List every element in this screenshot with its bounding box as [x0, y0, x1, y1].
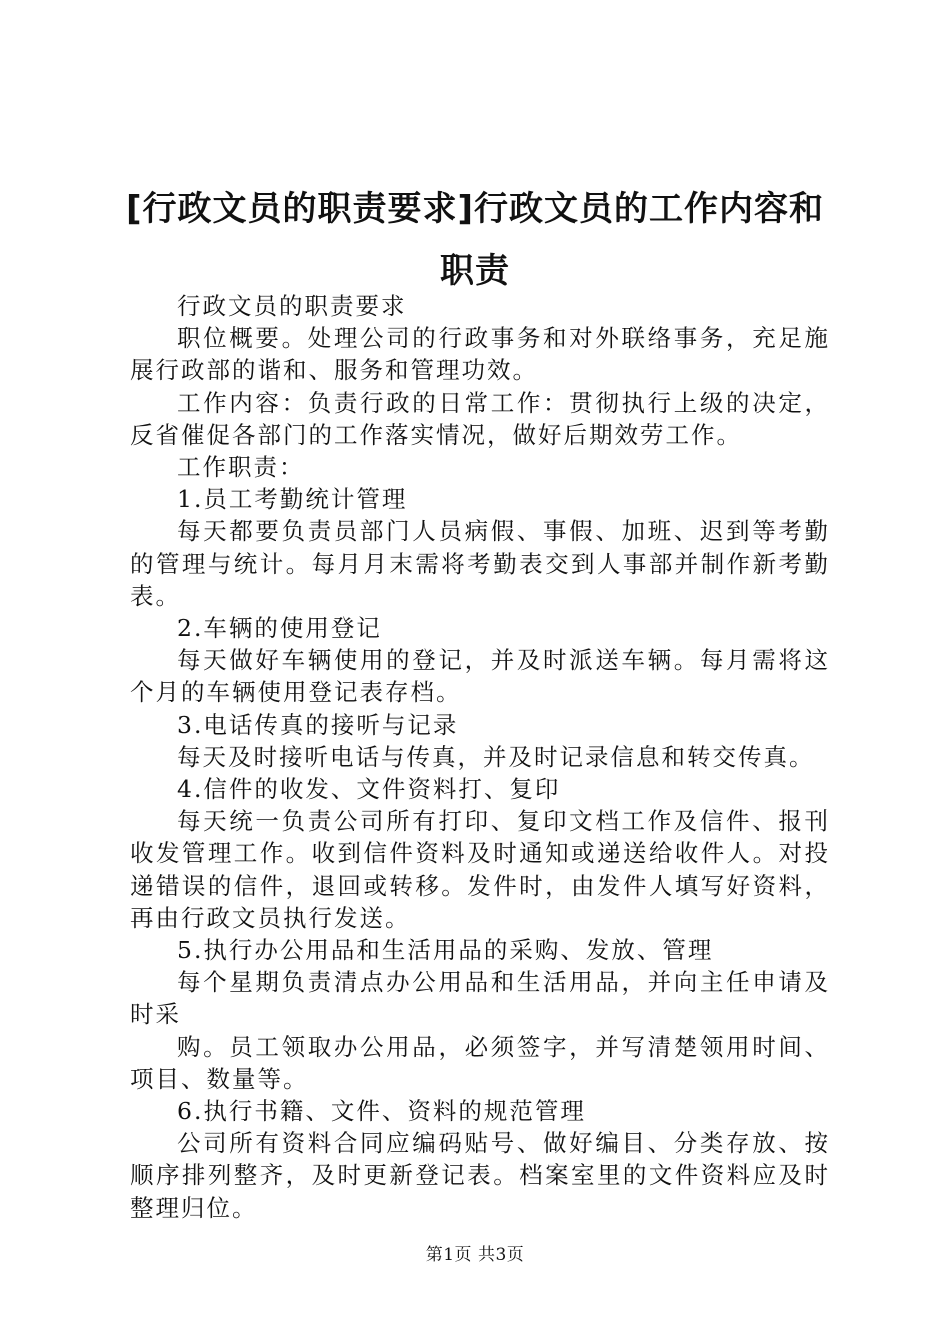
document-body: [130, 290, 830, 1224]
paragraph-duty-1-title: 1.员工考勤统计管理: [177, 485, 408, 514]
paragraph-duty-5-title: 5.执行办公用品和生活用品的采购、发放、管理: [177, 936, 714, 965]
document-title: [行政文员的职责要求]行政文员的工作内容和职责: [125, 189, 825, 291]
paragraph-duty-4-body: 每天统一负责公司所有打印、复印文档工作及信件、报刊收发管理工作。收到信件资料及时通知或递送给收件人。对投递错误的信件，退回或转移。发件时，由发件人填写好资料，再由行政文员执行发送。: [130, 807, 830, 932]
paragraph-duty-2-title: 2.车辆的使用登记: [177, 614, 382, 643]
paragraph-duty-1-body: 每天都要负责员部门人员病假、事假、加班、迟到等考勤的管理与统计。每月月末需将考勤表交到人事部并制作新考勤表。: [130, 517, 830, 610]
paragraph-duty-6-title: 6.执行书籍、文件、资料的规范管理: [177, 1097, 586, 1126]
paragraph-heading: 行政文员的职责要求: [177, 292, 407, 320]
page-footer: [0, 1244, 950, 1266]
page-indicator: 第1页 共3页: [425, 1245, 525, 1265]
paragraph-duty-5-body-a: 每个星期负责清点办公用品和生活用品，并向主任申请及时采: [130, 968, 830, 1029]
paragraph-job-summary: 职位概要。处理公司的行政事务和对外联络事务，充足施展行政部的谐和、服务和管理功效。: [130, 324, 830, 385]
paragraph-duty-3-body: 每天及时接听电话与传真，并及时记录信息和转交传真。: [177, 742, 815, 771]
paragraph-duty-6-body: 公司所有资料合同应编码贴号、做好编目、分类存放、按顺序排列整齐，及时更新登记表。档案室里的文件资料应及时整理归位。: [130, 1129, 830, 1222]
paragraph-duty-5-body-b: 购。员工领取办公用品，必须签字，并写清楚领用时间、项目、数量等。: [130, 1032, 830, 1093]
paragraph-duty-2-body: 每天做好车辆使用的登记，并及时派送车辆。每月需将这个月的车辆使用登记表存档。: [130, 646, 830, 707]
paragraph-work-content: 工作内容：负责行政的日常工作：贯彻执行上级的决定，反省催促各部门的工作落实情况，做好后期效劳工作。: [130, 388, 830, 449]
paragraph-duty-4-title: 4.信件的收发、文件资料打、复印: [177, 775, 561, 804]
paragraph-duty-3-title: 3.电话传真的接听与记录: [177, 710, 459, 739]
paragraph-duties-heading: 工作职责：: [177, 453, 305, 482]
